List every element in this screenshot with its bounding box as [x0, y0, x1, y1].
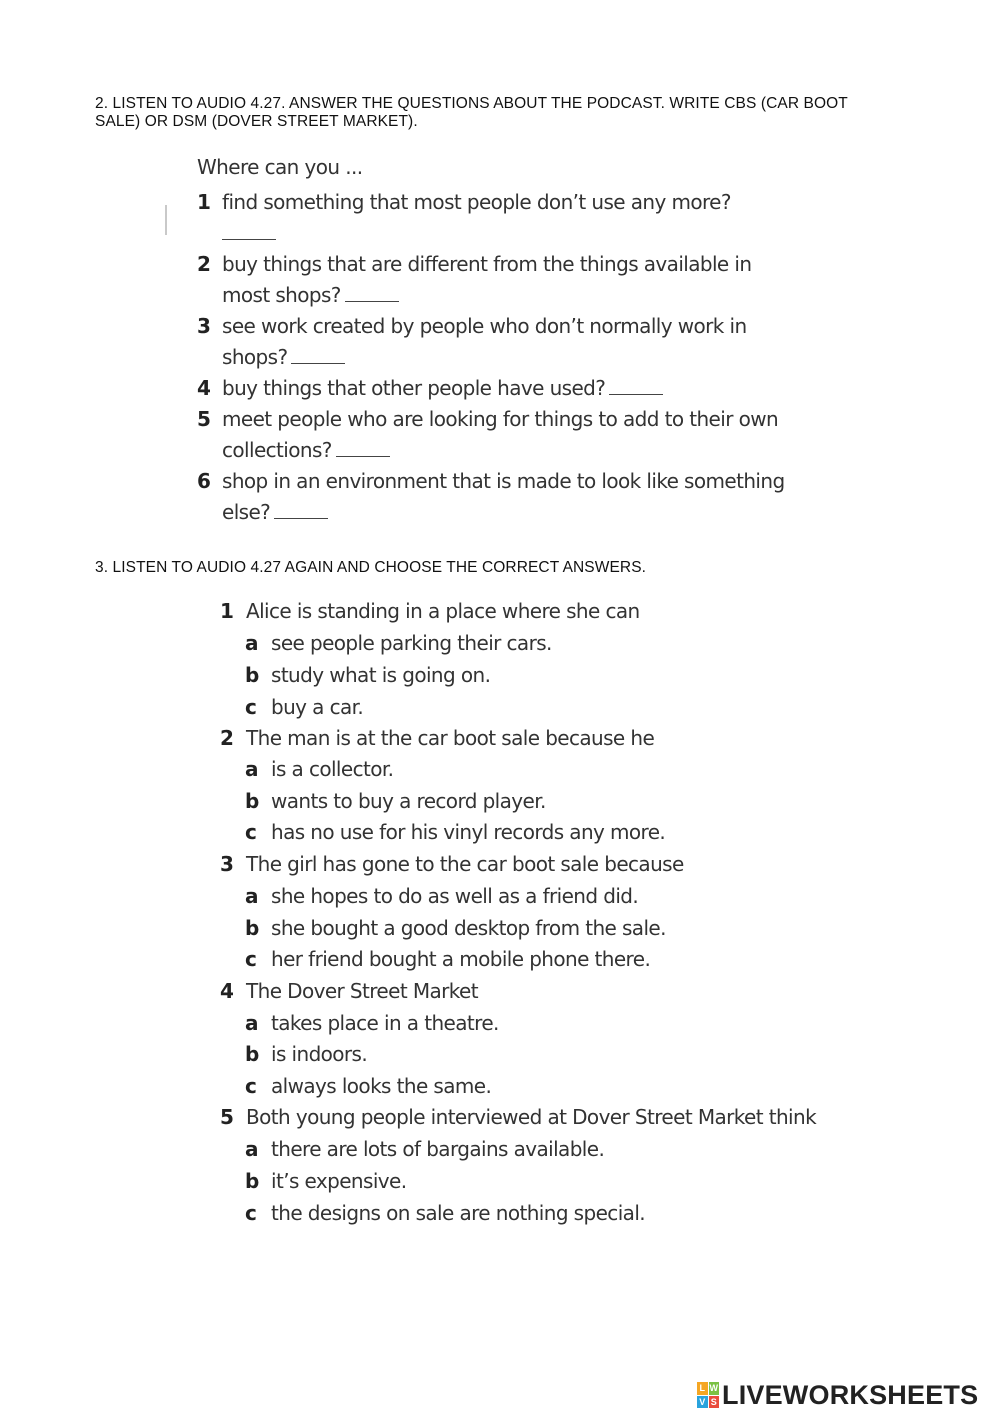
question-number: 2 — [197, 252, 211, 276]
item-stem: The man is at the car boot sale because he — [246, 726, 655, 750]
question-number: 1 — [197, 190, 211, 214]
answer-blank[interactable] — [345, 281, 399, 302]
option-letter: b — [245, 1169, 259, 1193]
option-letter: a — [245, 757, 258, 781]
item-stem: Both young people interviewed at Dover Street Market think — [246, 1105, 817, 1129]
question-number: 4 — [197, 376, 211, 400]
answer-blank[interactable] — [336, 436, 390, 457]
item-number: 1 — [220, 599, 234, 623]
option-letter: c — [245, 695, 257, 719]
option-text: study what is going on. — [271, 663, 491, 687]
liveworksheets-logo-icon — [697, 1382, 719, 1408]
item-stem: The girl has gone to the car boot sale because — [246, 852, 684, 876]
option-text: her friend bought a mobile phone there. — [271, 947, 651, 971]
option-letter: a — [245, 1011, 258, 1035]
item-number: 4 — [220, 979, 234, 1003]
option-text: is indoors. — [271, 1042, 368, 1066]
question-text: shop in an environment that is made to look like something else? — [222, 469, 785, 524]
option-letter: b — [245, 916, 259, 940]
option-text: it’s expensive. — [271, 1169, 407, 1193]
logo-tile: S — [709, 1396, 720, 1409]
item-stem: The Dover Street Market — [246, 979, 478, 1003]
item-number: 3 — [220, 852, 234, 876]
option-text: the designs on sale are nothing special. — [271, 1201, 646, 1225]
logo-tile: W — [709, 1383, 718, 1393]
question-text: meet people who are looking for things to add to their own collections? — [222, 407, 779, 462]
question-number: 3 — [197, 314, 211, 338]
option-text: she hopes to do as well as a friend did. — [271, 884, 639, 908]
option-letter: a — [245, 1137, 258, 1161]
option-text: she bought a good desktop from the sale. — [271, 916, 666, 940]
answer-blank[interactable] — [609, 374, 663, 395]
option-letter: c — [245, 1201, 257, 1225]
item-stem: Alice is standing in a place where she can — [246, 599, 640, 623]
logo-tile: V — [697, 1396, 708, 1409]
option-letter: b — [245, 789, 259, 813]
option-letter: c — [245, 820, 257, 844]
question-text: find something that most people don’t use any more? — [222, 187, 822, 249]
option-letter: c — [245, 947, 257, 971]
question-number: 5 — [197, 407, 211, 431]
question-text: buy things that other people have used? — [222, 373, 822, 404]
question-number: 6 — [197, 469, 211, 493]
option-text: takes place in a theatre. — [271, 1011, 499, 1035]
logo-text: LIVEWORKSHEETS — [722, 1379, 979, 1410]
answer-blank[interactable] — [222, 219, 276, 240]
exercise-3-instruction: 3. LISTEN TO AUDIO 4.27 AGAIN AND CHOOSE THE CORRECT ANSWERS. — [95, 559, 647, 576]
exercise-2-instruction: 2. LISTEN TO AUDIO 4.27. ANSWER THE QUESTIONS ABOUT THE PODCAST. WRITE CBS (CAR BOOT SALE) OR DSM (DOVER STREET MARKET). — [95, 95, 848, 130]
option-text: has no use for his vinyl records any more. — [271, 820, 666, 844]
option-text: is a collector. — [271, 757, 394, 781]
item-number: 2 — [220, 726, 234, 750]
option-letter: a — [245, 884, 258, 908]
option-letter: a — [245, 631, 258, 655]
option-text: wants to buy a record player. — [271, 789, 546, 813]
option-letter: b — [245, 663, 259, 687]
scan-margin-mark — [165, 205, 167, 235]
option-letter: c — [245, 1074, 257, 1098]
logo-tile: L — [697, 1382, 708, 1395]
option-text: there are lots of bargains available. — [271, 1137, 605, 1161]
item-number: 5 — [220, 1105, 234, 1129]
questions-intro: Where can you ... — [197, 155, 363, 179]
answer-blank[interactable] — [291, 343, 345, 364]
question-text: buy things that are different from the things available in most shops? — [222, 252, 752, 307]
liveworksheets-logo[interactable] — [697, 1378, 978, 1412]
option-text: buy a car. — [271, 695, 364, 719]
option-text: see people parking their cars. — [271, 631, 552, 655]
option-letter: b — [245, 1042, 259, 1066]
option-text: always looks the same. — [271, 1074, 492, 1098]
question-text: see work created by people who don’t normally work in shops? — [222, 314, 747, 369]
answer-blank[interactable] — [274, 498, 328, 519]
